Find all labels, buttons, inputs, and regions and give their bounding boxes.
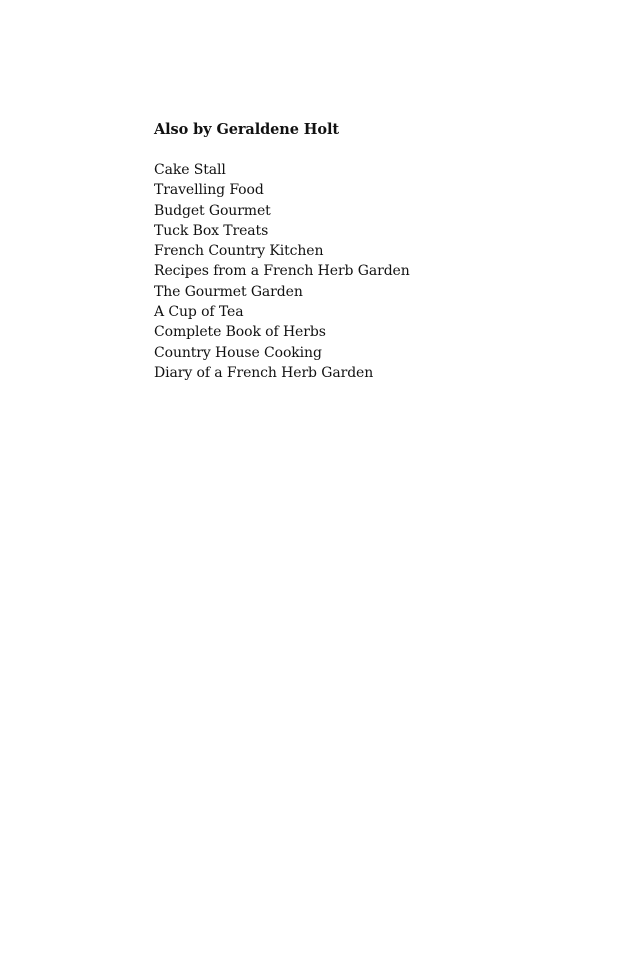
book-list: [154, 160, 594, 383]
also-by-heading: Also by Geraldene Holt: [154, 121, 339, 138]
book-title: Cake Stall: [154, 162, 226, 178]
also-by-section: [154, 120, 594, 383]
book-title: The Gourmet Garden: [154, 283, 303, 300]
book-title: A Cup of Tea: [154, 304, 244, 321]
book-title: Recipes from a French Herb Garden: [154, 263, 410, 280]
book-title: Complete Book of Herbs: [154, 324, 326, 341]
book-title: French Country Kitchen: [154, 243, 324, 260]
book-title: Travelling Food: [154, 182, 264, 199]
book-title: Budget Gourmet: [154, 202, 271, 219]
book-title: Country House Cooking: [154, 344, 322, 361]
book-title: Diary of a French Herb Garden: [154, 364, 374, 381]
book-title: Tuck Box Treats: [154, 222, 269, 239]
